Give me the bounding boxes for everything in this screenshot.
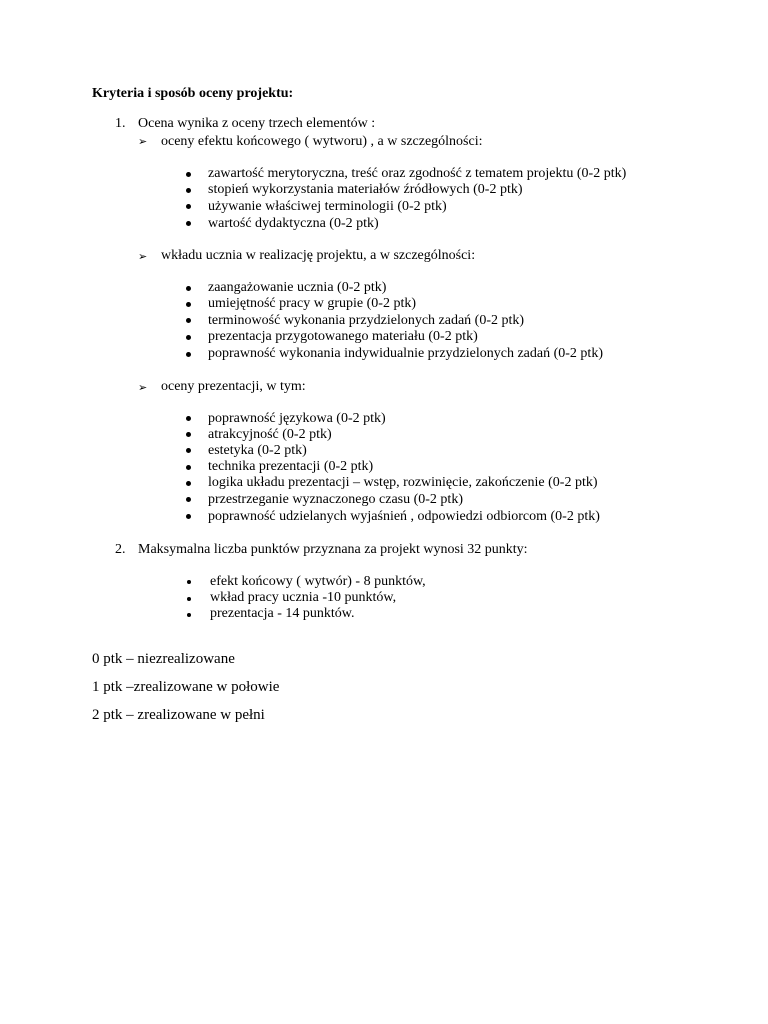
group-1-heading: oceny efektu końcowego ( wytworu) , a w szczególności: [161, 134, 483, 149]
bullet-icon [186, 188, 191, 193]
bullet-icon [186, 286, 191, 291]
arrow-bullet-icon: ➢ [138, 382, 148, 394]
group-3-heading: oceny prezentacji, w tym: [161, 379, 306, 394]
group-2-item: umiejętność pracy w grupie (0-2 ptk) [208, 296, 416, 311]
bullet-icon [186, 465, 191, 470]
bullet-icon [186, 497, 191, 502]
group-3-item: atrakcyjność (0-2 ptk) [208, 427, 332, 442]
scale-line: 0 ptk – niezrealizowane [92, 651, 235, 667]
bullet-icon [186, 204, 191, 209]
bullet-icon [186, 221, 191, 226]
group-1-item: używanie właściwej terminologii (0-2 ptk) [208, 199, 447, 214]
group-3-item: estetyka (0-2 ptk) [208, 443, 307, 458]
bullet-icon [186, 302, 191, 307]
group-1-item: zawartość merytoryczna, treść oraz zgodność z tematem projektu (0-2 ptk) [208, 166, 627, 181]
bullet-icon [186, 481, 191, 486]
group-2-item: zaangażowanie ucznia (0-2 ptk) [208, 280, 387, 295]
group-1-item: stopień wykorzystania materiałów źródłowych (0-2 ptk) [208, 182, 523, 197]
bullet-icon [187, 597, 191, 601]
bullet-icon [186, 318, 191, 323]
bullet-icon [186, 514, 191, 519]
group-2-item: prezentacja przygotowanego materiału (0-2 ptk) [208, 329, 478, 344]
bullet-icon [186, 416, 191, 421]
arrow-bullet-icon: ➢ [138, 136, 148, 148]
group-3-item: logika układu prezentacji – wstęp, rozwinięcie, zakończenie (0-2 ptk) [208, 475, 598, 490]
section-2-number: 2. [115, 542, 126, 557]
group-3-item: poprawność językowa (0-2 ptk) [208, 411, 386, 426]
section-2-item: wkład pracy ucznia -10 punktów, [210, 590, 397, 605]
group-2-heading: wkładu ucznia w realizację projektu, a w szczególności: [161, 248, 476, 263]
group-2-item: terminowość wykonania przydzielonych zadań (0-2 ptk) [208, 313, 525, 328]
group-2-item: poprawność wykonania indywidualnie przydzielonych zadań (0-2 ptk) [208, 346, 603, 361]
group-3-item: technika prezentacji (0-2 ptk) [208, 459, 374, 474]
group-3-item: poprawność udzielanych wyjaśnień , odpowiedzi odbiorcom (0-2 ptk) [208, 509, 600, 524]
document-title: Kryteria i sposób oceny projektu: [92, 86, 294, 101]
bullet-icon [187, 613, 191, 617]
section-2-item: prezentacja - 14 punktów. [210, 606, 355, 621]
scale-line: 1 ptk –zrealizowane w połowie [92, 679, 280, 695]
section-1-text: Ocena wynika z oceny trzech elementów : [138, 116, 376, 131]
arrow-bullet-icon: ➢ [138, 251, 148, 263]
group-3-item: przestrzeganie wyznaczonego czasu (0-2 ptk) [208, 492, 463, 507]
bullet-icon [187, 580, 191, 584]
section-2-text: Maksymalna liczba punktów przyznana za projekt wynosi 32 punkty: [138, 542, 528, 557]
bullet-icon [186, 335, 191, 340]
section-2-item: efekt końcowy ( wytwór) - 8 punktów, [210, 574, 426, 589]
section-1-number: 1. [115, 116, 126, 131]
bullet-icon [186, 448, 191, 453]
bullet-icon [186, 172, 191, 177]
scale-line: 2 ptk – zrealizowane w pełni [92, 707, 265, 723]
group-1-item: wartość dydaktyczna (0-2 ptk) [208, 216, 379, 231]
bullet-icon [186, 352, 191, 357]
bullet-icon [186, 432, 191, 437]
